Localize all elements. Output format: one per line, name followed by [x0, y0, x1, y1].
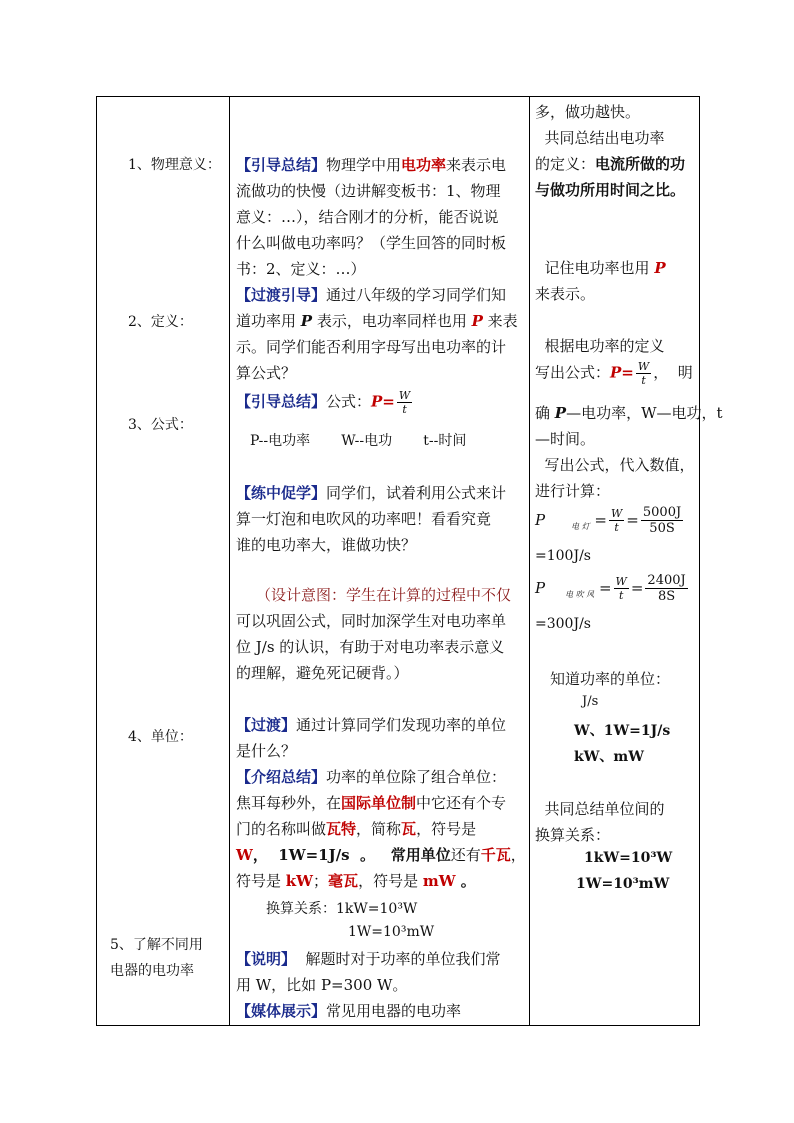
text-line: 写出公式，代入数值， [535, 456, 695, 474]
text-line: 书：2、定义：…） [236, 260, 366, 278]
paragraph-transition-guide: 【过渡引导】通过八年级的学习同学们知 [236, 286, 507, 304]
conversion-line-2: 1W=10³mW [576, 876, 670, 892]
section-label-appliances-2: 电器的电功率 [110, 963, 194, 979]
unit-line: J/s [582, 694, 599, 709]
paragraph-formula-summary: 【引导总结】公式：P= $\frac{W}{t}$ [236, 389, 411, 416]
formula-fraction: $\frac{W}{t}$ [398, 389, 411, 416]
text-line: 示。同学们能否利用字母写出电功率的计 [236, 338, 507, 356]
text-line: 换算关系： [535, 826, 611, 844]
text-line: 焦耳每秒外，在国际单位制中它还有个专 [236, 794, 507, 812]
section-label-unit: 4、单位： [128, 729, 193, 745]
paragraph-guide-summary-1: 【引导总结】物理学中用电功率来表示电 [236, 156, 507, 174]
text-line: 进行计算： [535, 482, 611, 500]
text-line: 流做功的快慢（边讲解变板书：1、物理 [236, 182, 501, 200]
text-line: 符号是 kW；毫瓦，符号是 mW 。 [236, 872, 476, 890]
text-line: 写出公式：P= $\frac{W}{t}$ ， 明 [535, 360, 693, 387]
calc-lamp: P $_{电 灯}$ = $\frac{W}{t}$ = $\frac{5000J}{50S}$ [535, 505, 682, 536]
conversion-line-1: 1kW=10³W [584, 850, 673, 866]
column-divider-2 [529, 97, 530, 1025]
text-line: 可以巩固公式，同时加深学生对电功率单 [236, 612, 507, 630]
text-line: 算一灯泡和电吹风的功率吧！看看究竟 [236, 510, 492, 528]
paragraph-media: 【媒体展示】常见用电器的电功率 [236, 1002, 462, 1020]
text-line: 确 P—电功率，W—电功，t [535, 404, 723, 422]
text-line: 道功率用 P 表示，电功率同样也用 P 来表 [236, 312, 518, 330]
text-line: 来表示。 [535, 285, 596, 303]
text-line: W， 1W=1J/s 。 常用单位还有千瓦， [236, 846, 526, 864]
paragraph-practice: 【练中促学】同学们，试着利用公式来计 [236, 484, 507, 502]
text-line: —时间。 [535, 430, 596, 448]
section-label-meaning: 1、物理意义： [128, 157, 221, 173]
text-line: 算公式？ [236, 364, 297, 382]
formula-fraction: $\frac{W}{t}$ [637, 360, 650, 387]
paragraph-intro-summary: 【介绍总结】功率的单位除了组合单位： [236, 768, 507, 786]
text-line: 门的名称叫做瓦特，简称瓦，符号是 [236, 820, 477, 838]
unit-line: kW、mW [574, 749, 644, 765]
conversion-line-1: 换算关系：1kW=10³W [266, 901, 418, 917]
conversion-line-2: 1W=10³mW [348, 924, 435, 940]
column-divider-1 [229, 97, 230, 1025]
calc-result-hairdryer: =300J/s [535, 616, 591, 632]
text-line: 什么叫做电功率吗？（学生回答的同时板 [236, 234, 507, 252]
text-line: 意义：…），结合刚才的分析，能否说说 [236, 208, 499, 226]
text-line: 是什么？ [236, 742, 297, 760]
paragraph-transition: 【过渡】通过计算同学们发现功率的单位 [236, 716, 507, 734]
text-line: 记住电功率也用 P [535, 259, 666, 277]
calc-result-lamp: =100J/s [535, 548, 591, 564]
section-label-definition: 2、定义： [128, 314, 193, 330]
text-line: 的定义：电流所做的功 [535, 155, 686, 173]
unit-line: W、1W=1J/s [574, 723, 671, 739]
text-line: 位 J/s 的认识，有助于对电功率表示意义 [236, 638, 505, 656]
text-line: 共同总结出电功率 [535, 129, 665, 147]
text-line: 谁的电功率大，谁做功快？ [236, 536, 417, 554]
text-line: 共同总结单位间的 [535, 800, 665, 818]
section-label-formula: 3、公式： [128, 417, 193, 433]
design-intent-line: （设计意图：学生在计算的过程中不仅 [256, 586, 512, 604]
text-line: 的理解，避免死记硬背。） [236, 664, 409, 682]
text-line: 与做功所用时间之比。 [535, 181, 686, 199]
text-line: 用 W，比如 P=300 W。 [236, 976, 408, 994]
text-line: 多，做功越快。 [535, 103, 641, 121]
calc-hairdryer: P $_{电 吹 风}$ = $\frac{W}{t}$ = $\frac{2400J}{8S}$ [535, 573, 686, 604]
section-label-appliances-1: 5、了解不同用 [110, 937, 203, 953]
text-line: 根据电功率的定义 [535, 337, 665, 355]
formula-variables: P--电功率 W--电功 t--时间 [250, 433, 467, 449]
paragraph-note: 【说明】 解题时对于功率的单位我们常 [236, 950, 501, 968]
text-line: 知道功率的单位： [550, 670, 671, 688]
